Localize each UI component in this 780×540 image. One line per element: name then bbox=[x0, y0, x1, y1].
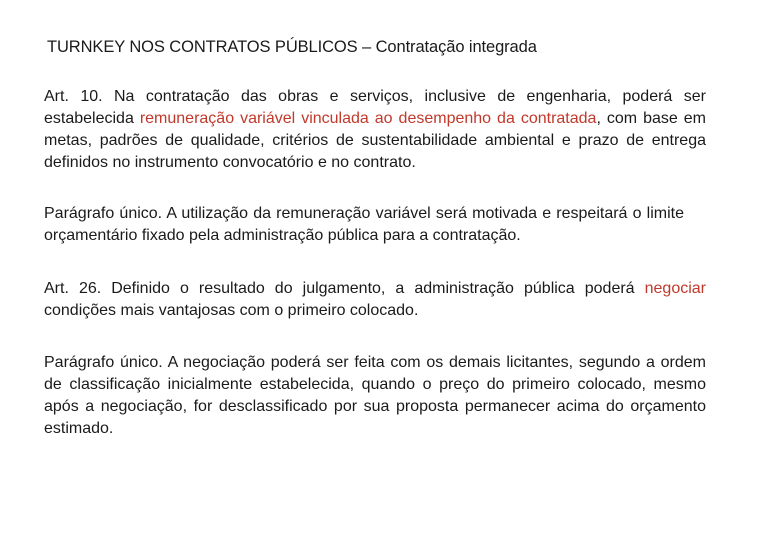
art-26-text-start: Art. 26. Definido o resultado do julgamento, a administração pública poderá bbox=[44, 280, 645, 297]
art-10-text-start: Art. 10. Na contratação das obras e serviços, inclusive de engenharia, poderá ser estabelecida bbox=[44, 88, 706, 127]
art-26-paragraph bbox=[44, 278, 706, 322]
art-10-paragraph bbox=[44, 86, 706, 174]
art-26-highlight: negociar bbox=[644, 280, 706, 297]
art-26-sole-paragraph: Parágrafo único. A negociação poderá ser feita com os demais licitantes, segundo a ordem de classificação inicialmente estabelecida, quando o preço do primeiro colocado, mesmo após a negociação, for desclassificado por sua proposta permanecer acima do orçamento estimado. bbox=[44, 354, 706, 437]
art-10-highlight: remuneração variável vinculada ao desempenho da contratada bbox=[139, 110, 597, 127]
art-10-text-end: , com base em metas, padrões de qualidade, critérios de sustentabilidade ambiental e prazo de entrega definidos no instrumento convocatório e no contrato. bbox=[44, 110, 706, 171]
document-title: TURNKEY NOS CONTRATOS PÚBLICOS – Contratação integrada bbox=[47, 38, 537, 56]
art-10-sole-paragraph: Parágrafo único. A utilização da remuneração variável será motivada e respeitará o limite orçamentário fixado pela administração pública para a contratação. bbox=[44, 205, 684, 244]
art-26-text-end: condições mais vantajosas com o primeiro colocado. bbox=[44, 302, 419, 319]
